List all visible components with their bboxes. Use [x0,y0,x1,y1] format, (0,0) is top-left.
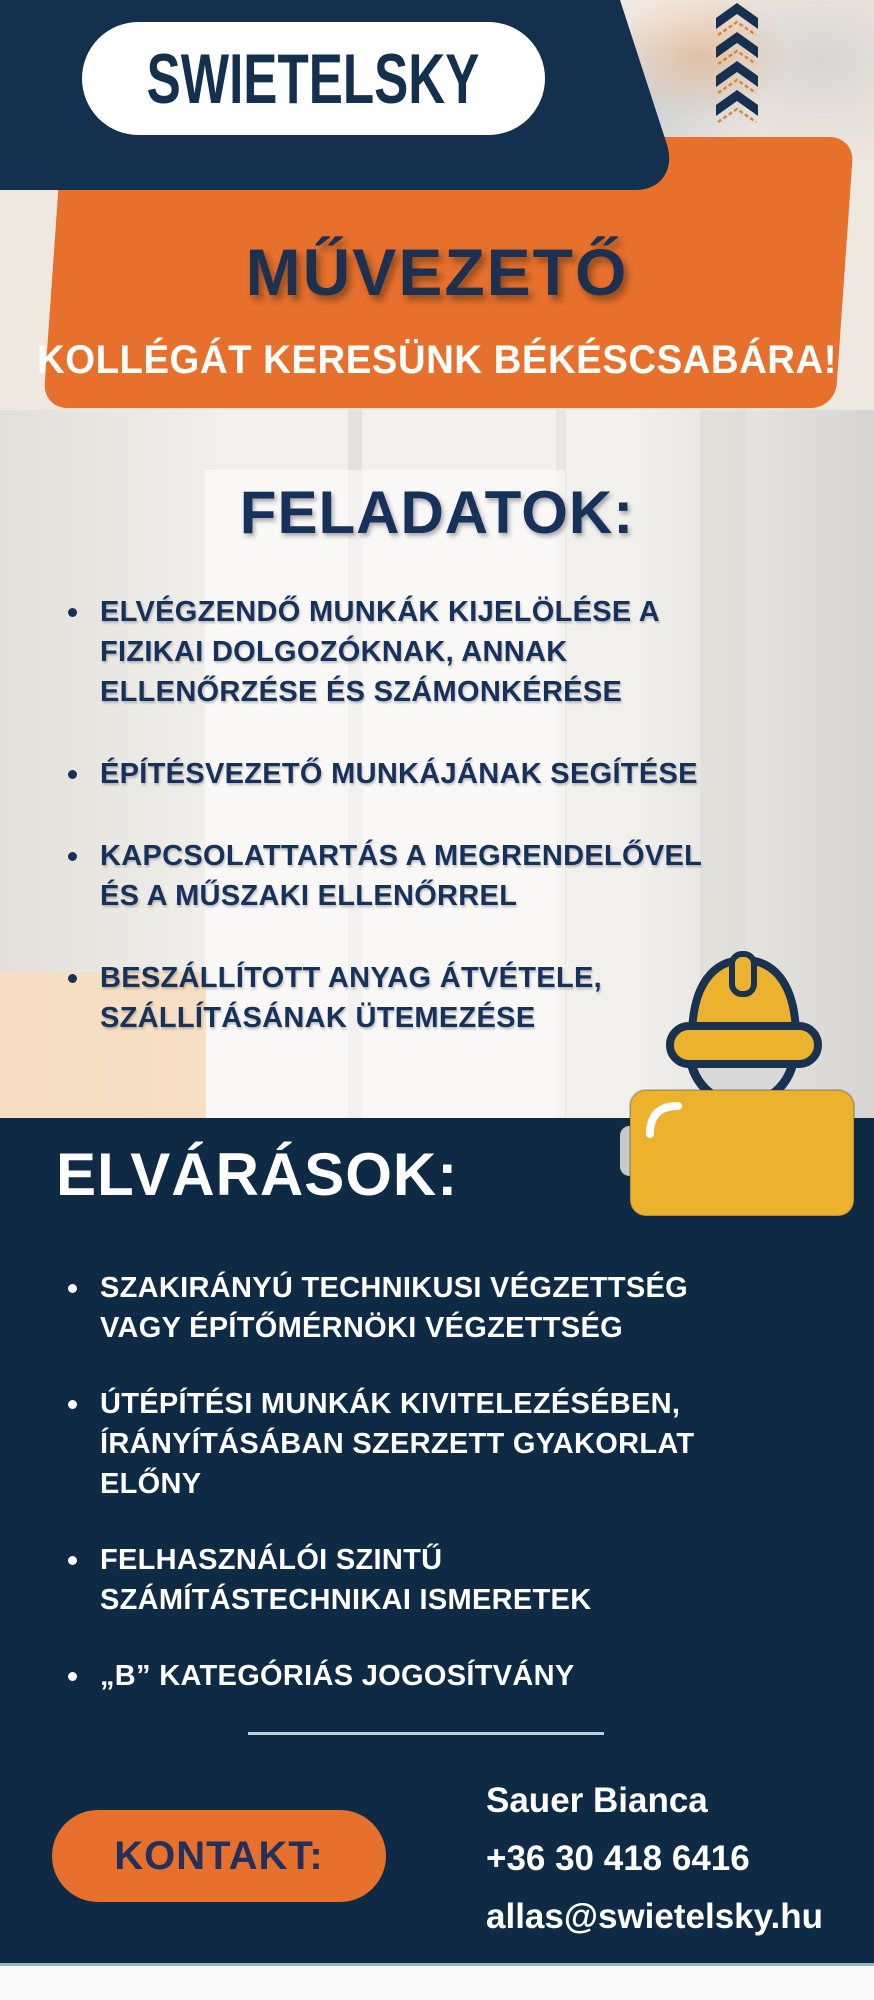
task-item: ÉPÍTÉSVEZETŐ MUNKÁJÁNAK SEGÍTÉSE [66,754,706,794]
requirement-item: FELHASZNÁLÓI SZINTŰ SZÁMÍTÁSTECHNIKAI ISMERETEK [66,1540,726,1620]
bottom-edge-strip [0,1963,874,2000]
requirement-item: „B” KATEGÓRIÁS JOGOSÍTVÁNY [66,1656,726,1696]
contact-info [486,1772,823,1946]
contact-email: allas@swietelsky.hu [486,1897,823,1936]
up-chevrons-icon [714,2,760,130]
task-item: ELVÉGZENDŐ MUNKÁK KIJELÖLÉSE A FIZIKAI DOLGOZÓKNAK, ANNAK ELLENŐRZÉSE ÉS SZÁMONKÉRÉSE [66,592,706,712]
requirements-heading: ELVÁRÁSOK: [56,1141,459,1208]
requirements-list [66,1268,726,1732]
job-subtitle: KOLLÉGÁT KERESÜNK BÉKÉSCSABÁRA! [37,338,837,382]
divider-line [248,1732,604,1735]
kontakt-button[interactable] [52,1810,386,1902]
construction-worker-laptop-icon [600,938,874,1230]
contact-phone: +36 30 418 6416 [486,1839,750,1878]
job-title: MŰVEZETŐ [245,235,629,309]
requirement-item: ÚTÉPÍTÉSI MUNKÁK KIVITELEZÉSÉBEN, ÍRÁNYÍTÁSÁBAN SZERZETT GYAKORLAT ELŐNY [66,1384,726,1504]
swietelsky-logo [82,22,545,135]
task-item: KAPCSOLATTARTÁS A MEGRENDELŐVEL ÉS A MŰSZAKI ELLENŐRREL [66,836,706,916]
tasks-heading: FELADATOK: [239,479,635,546]
contact-name: Sauer Bianca [486,1781,708,1820]
requirement-item: SZAKIRÁNYÚ TECHNIKUSI VÉGZETTSÉG VAGY ÉPÍTŐMÉRNÖKI VÉGZETTSÉG [66,1268,726,1348]
task-item: BESZÁLLÍTOTT ANYAG ÁTVÉTELE, SZÁLLÍTÁSÁNAK ÜTEMEZÉSE [66,958,706,1038]
swietelsky-logo-text: SWIETELSKY [147,38,480,119]
kontakt-button-label: KONTAKT: [114,1833,324,1878]
